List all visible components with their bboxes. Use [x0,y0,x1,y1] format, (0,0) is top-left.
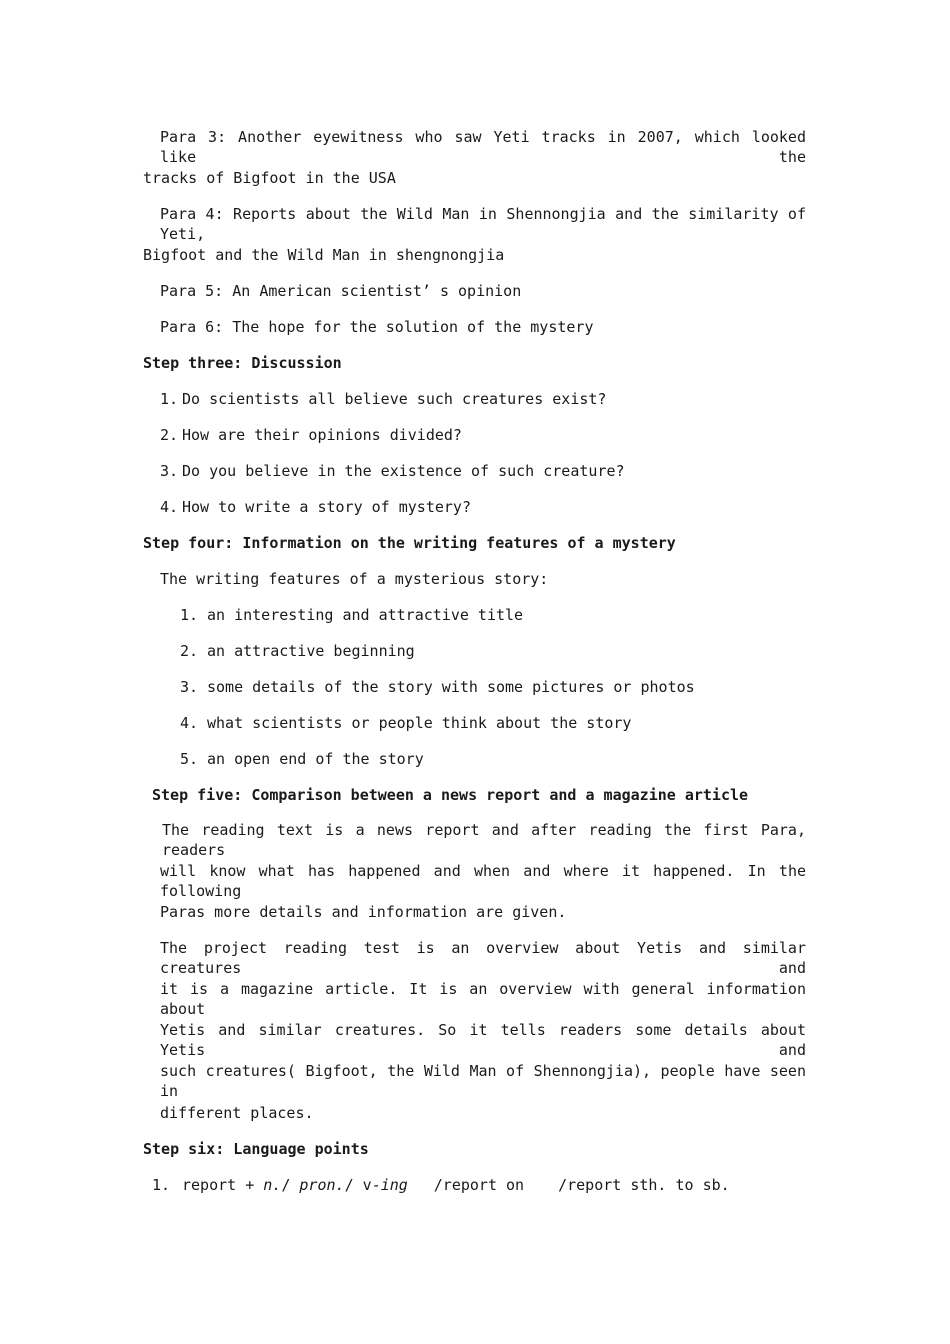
para6-line: Para 6: The hope for the solution of the mystery [160,318,594,336]
list-text: Do scientists all believe such creatures exist? [182,390,607,408]
list-item [160,425,462,445]
step-five-p1-line: will know what has happened and when and where it happened. In the following [160,862,806,900]
step-five-p1-line: The reading text is a news report and after reading the first Para, readers [162,821,806,859]
list-number: 2. [180,642,199,660]
list-text: How to write a story of mystery? [182,498,471,516]
list-number: 1. [180,606,199,624]
list-number: 4. [160,498,179,516]
point-text: report + [182,1176,264,1194]
point-text-italic: n. [263,1176,282,1194]
para3-line2: tracks of Bigfoot in the USA [143,169,396,187]
para3-line1: Para 3: Another eyewitness who saw Yeti tracks in 2007, which looked like the [160,128,806,166]
list-item [180,677,695,697]
list-number: 3. [160,462,179,480]
step-five-p1-line: Paras more details and information are given. [160,903,567,921]
list-text: some details of the story with some pictures or photos [207,678,695,696]
list-number: 2. [160,426,179,444]
step-four-heading: Step four: Information on the writing features of a mystery [143,534,676,552]
list-text: an interesting and attractive title [207,606,524,624]
para4-line2: Bigfoot and the Wild Man in shengnongjia [143,246,505,264]
list-item [180,749,424,769]
list-text: Do you believe in the existence of such creature? [182,462,625,480]
list-item [160,389,606,409]
step-five-p2-line: different places. [160,1104,314,1122]
step-five-p2-line: Yetis and similar creatures. So it tells readers some details about Yetis and [160,1021,806,1059]
list-text: How are their opinions divided? [182,426,462,444]
step-five-p2-line: such creatures( Bigfoot, the Wild Man of Shennongjia), people have seen in [160,1062,806,1100]
list-item [160,461,625,481]
list-text: an attractive beginning [207,642,415,660]
list-number: 4. [180,714,199,732]
para4-line1: Para 4: Reports about the Wild Man in Shennongjia and the similarity of Yeti, [160,205,806,243]
point-text: /report sth. to sb. [558,1176,730,1194]
step-four-intro: The writing features of a mysterious story: [160,570,549,588]
list-text: what scientists or people think about the story [207,714,632,732]
list-number: 1. [152,1176,171,1194]
step-three-heading: Step three: Discussion [143,354,342,372]
point-text: / [281,1176,300,1194]
list-number: 3. [180,678,199,696]
para5-line: Para 5: An American scientist’ s opinion [160,282,522,300]
list-number: 1. [160,390,179,408]
point-text-italic: ing [380,1176,408,1194]
list-text: an open end of the story [207,750,424,768]
step-five-heading: Step five: Comparison between a news report and a magazine article [152,786,749,804]
list-item [180,713,631,733]
point-text: / v- [344,1176,381,1194]
step-five-p2-line: it is a magazine article. It is an overview with general information about [160,980,806,1018]
list-item [160,497,471,517]
list-number: 5. [180,750,199,768]
step-six-heading: Step six: Language points [143,1140,369,1158]
list-item [180,641,415,661]
language-point-item [152,1175,730,1195]
point-text-italic: pron. [299,1176,345,1194]
step-five-p2-line: The project reading test is an overview about Yetis and similar creatures and [160,939,806,977]
list-item [180,605,523,625]
point-text: /report on [433,1176,525,1194]
